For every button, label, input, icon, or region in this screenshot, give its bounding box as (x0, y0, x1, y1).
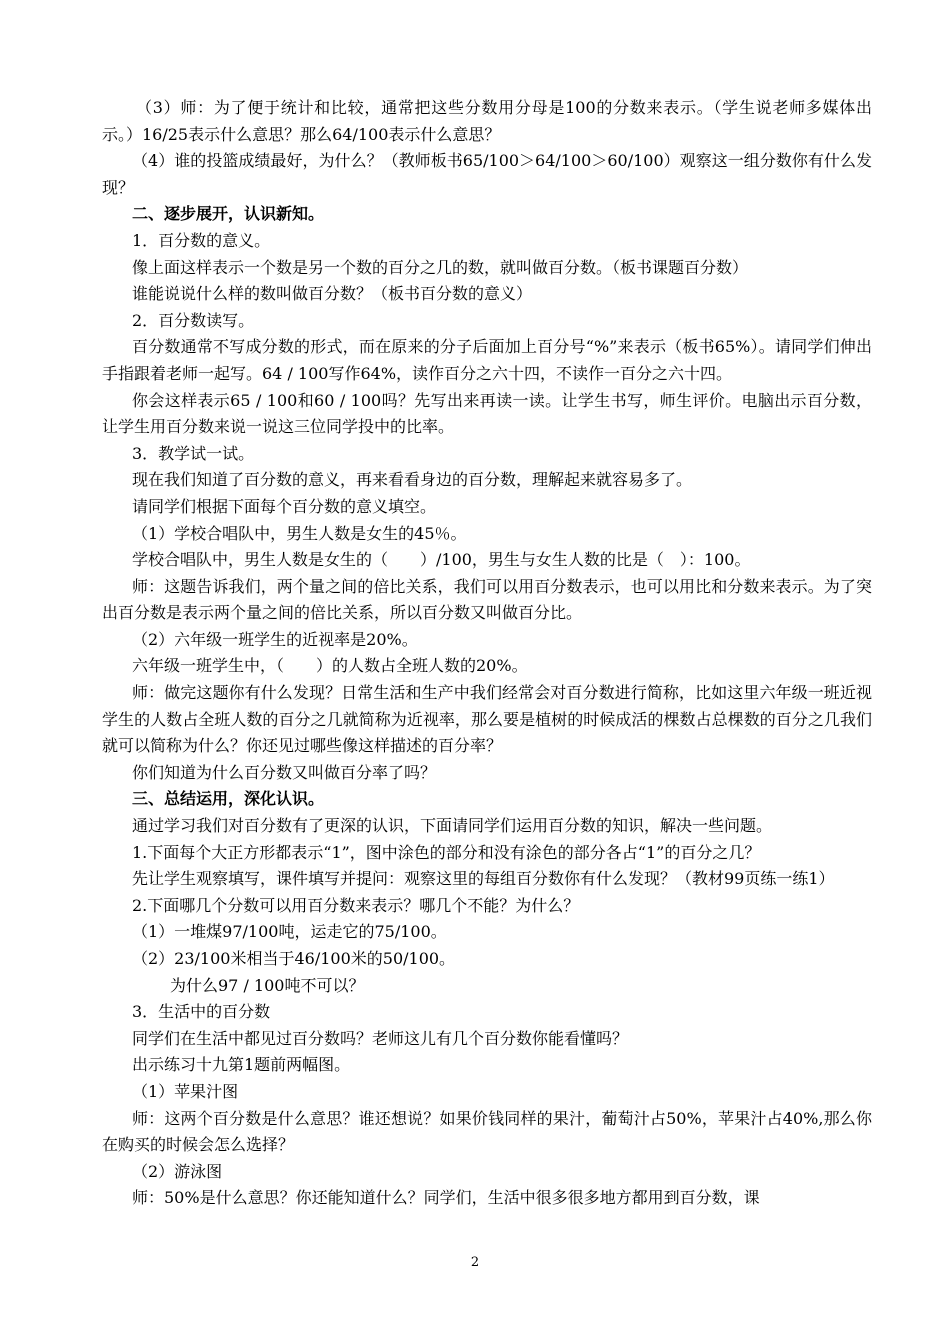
paragraph: 谁能说说什么样的数叫做百分数？（板书百分数的意义） (132, 284, 533, 304)
paragraph: 像上面这样表示一个数是另一个数的百分之几的数，就叫做百分数。（板书课题百分数） (132, 257, 749, 277)
paragraph: 通过学习我们对百分数有了更深的认识，下面请同学们运用百分数的知识，解决一些问题。 (132, 816, 773, 836)
paragraph: （3）师：为了便于统计和比较，通常把这些分数用分母是100的分数来表示。（学生说老师多媒体出示。）16/25表示什么意思？那么64/100表示什么意思？ (102, 98, 872, 144)
paragraph: （2）六年级一班学生的近视率是20%。 (132, 629, 418, 649)
paragraph: 请同学们根据下面每个百分数的意义填空。 (132, 496, 437, 516)
paragraph: 师：做完这题你有什么发现？日常生活和生产中我们经常会对百分数进行简称，比如这里六年级一班近视学生的人数占全班人数的百分之几就简称为近视率，那么要是植树的时候成活的棵数占总棵数的百分之几我们就可以简称为什么？你还见过哪些像这样描述的百分率？ (102, 683, 872, 756)
paragraph: 师：这题告诉我们，两个量之间的倍比关系，我们可以用百分数表示，也可以用比和分数来表示。为了突出百分数是表示两个量之间的倍比关系，所以百分数又叫做百分比。 (102, 576, 872, 623)
paragraph: 1.下面每个大正方形都表示“1”，图中涂色的部分和没有涂色的部分各占“1”的百分之几？ (132, 842, 761, 862)
paragraph: 学校合唱队中，男生人数是女生的（ ）/100，男生与女生人数的比是（ ）：100。 (132, 550, 751, 570)
paragraph: 现在我们知道了百分数的意义，再来看看身边的百分数，理解起来就容易多了。 (132, 470, 693, 490)
document-body (102, 95, 872, 1212)
paragraph: 师：这两个百分数是什么意思？谁还想说？如果价钱同样的果汁，葡萄汁占50%，苹果汁占40%,那么你在购买的时候会怎么选择？ (102, 1108, 872, 1155)
section-heading: 二、逐步展开，认识新知。 (132, 204, 325, 224)
paragraph: 2.下面哪几个分数可以用百分数来表示？哪几个不能？为什么？ (132, 895, 580, 915)
paragraph: 你会这样表示65 / 100和60 / 100吗？先写出来再读一读。让学生书写，师生评价。电脑出示百分数，让学生用百分数来说一说这三位同学投中的比率。 (102, 390, 872, 437)
paragraph: （1）一堆煤97/100吨，运走它的75/100。 (132, 922, 447, 942)
page-number: 2 (470, 1255, 480, 1270)
paragraph: （4）谁的投篮成绩最好，为什么？（教师板书65/100＞64/100＞60/100）观察这一组分数你有什么发现？ (102, 151, 872, 197)
paragraph: （1）学校合唱队中，男生人数是女生的45％。 (132, 523, 467, 543)
paragraph: 六年级一班学生中，（ ）的人数占全班人数的20%。 (132, 656, 528, 676)
paragraph: （2）23/100米相当于46/100米的50/100。 (132, 949, 456, 968)
paragraph: （2）游泳图 (132, 1161, 223, 1181)
paragraph: 3．生活中的百分数 (132, 1002, 271, 1022)
paragraph: 百分数通常不写成分数的形式，而在原来的分子后面加上百分号“%”来表示（板书65%）。请同学们伸出手指跟着老师一起写。64 / 100写作64%，读作百分之六十四，不读作一百分之六十四。 (102, 337, 872, 383)
paragraph: 3．教学试一试。 (132, 443, 255, 463)
paragraph: 同学们在生活中都见过百分数吗？老师这儿有几个百分数你能看懂吗？ (132, 1028, 629, 1048)
paragraph: 1．百分数的意义。 (132, 230, 271, 250)
section-heading: 三、总结运用，深化认识。 (132, 789, 325, 809)
paragraph: 先让学生观察填写，课件填写并提问：观察这里的每组百分数你有什么发现？（教材99页练一练1） (132, 869, 835, 889)
paragraph: 你们知道为什么百分数又叫做百分率了吗？ (132, 762, 437, 782)
paragraph: 师：50%是什么意思？你还能知道什么？同学们，生活中很多很多地方都用到百分数，课 (132, 1188, 760, 1208)
paragraph: 出示练习十九第1题前两幅图。 (132, 1055, 351, 1075)
paragraph: （1）苹果汁图 (132, 1081, 239, 1101)
paragraph: 2．百分数读写。 (132, 310, 255, 330)
paragraph: 为什么97 / 100吨不可以？ (170, 975, 365, 995)
